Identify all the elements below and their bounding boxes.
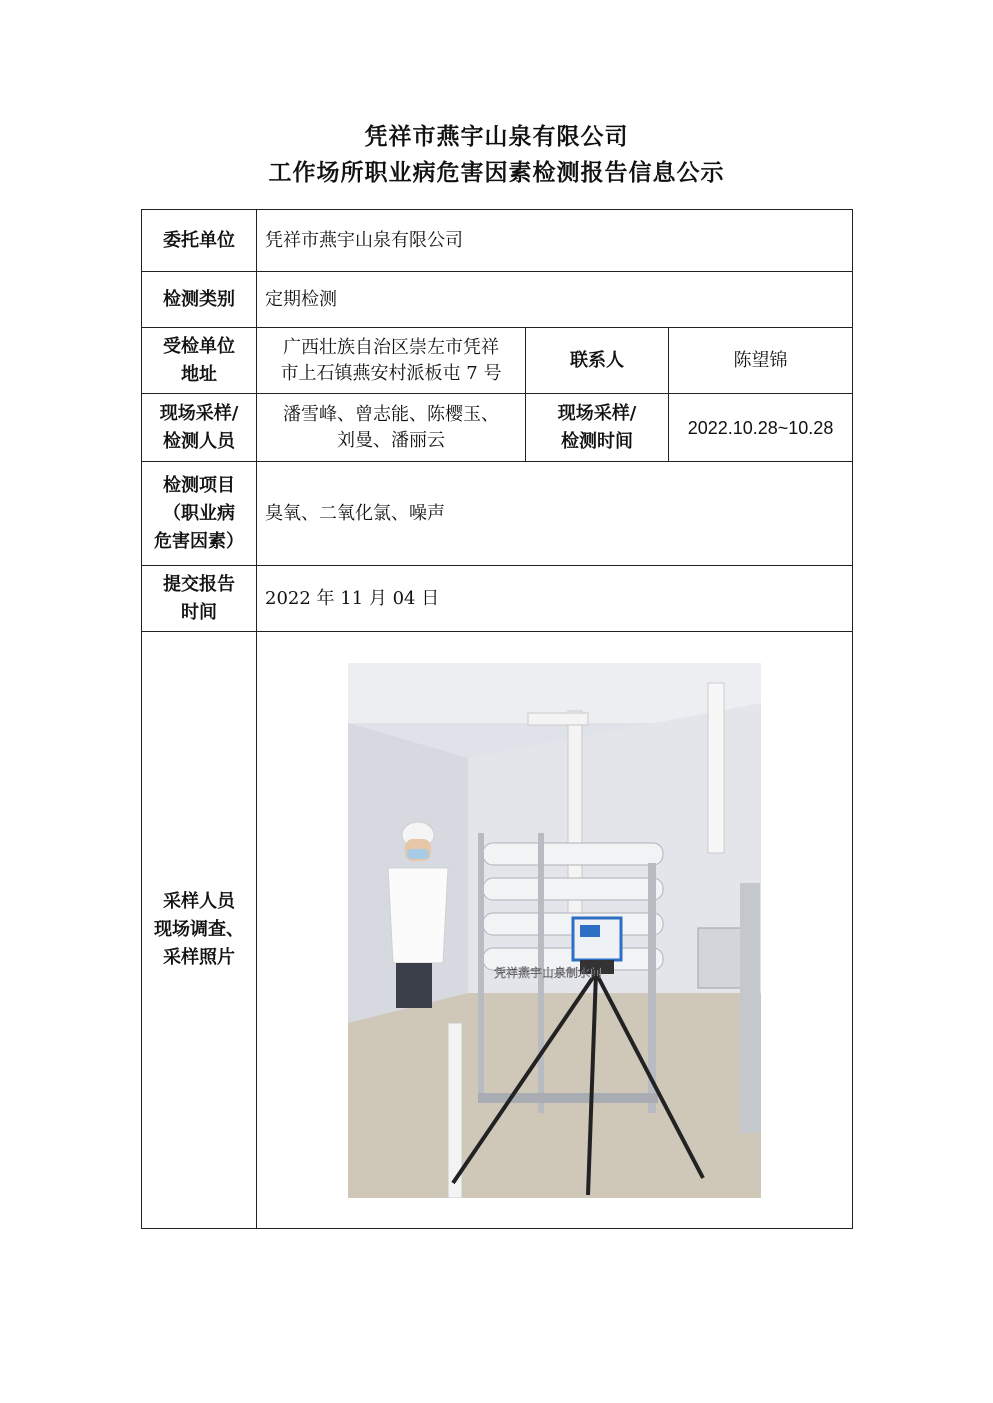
contact-label: 联系人 — [526, 328, 669, 394]
submit-value: 2022 年 11 月 04 日 — [257, 566, 853, 632]
address-label-line2: 地址 — [181, 363, 217, 385]
submit-label-line2: 时间 — [181, 601, 217, 623]
category-label: 检测类别 — [142, 272, 257, 328]
control-box — [698, 928, 743, 988]
time-label — [526, 394, 669, 462]
address-label-line1: 受检单位 — [163, 335, 235, 357]
frame-base — [478, 1093, 658, 1103]
right-pipe — [708, 683, 724, 853]
site-photo — [348, 663, 761, 1198]
row-staff — [142, 394, 853, 462]
address-value — [257, 328, 526, 394]
photo-label-line3: 采样照片 — [163, 947, 235, 968]
row-client — [142, 210, 853, 272]
info-table — [141, 209, 853, 1229]
site-photo-illustration — [348, 663, 761, 1198]
category-value: 定期检测 — [257, 272, 853, 328]
staff-value — [257, 394, 526, 462]
row-items — [142, 462, 853, 566]
row-category — [142, 272, 853, 328]
address-value-line1: 广西壮族自治区崇左市凭祥 — [283, 336, 499, 358]
photo-caption: 凭祥燕宇山泉制水间 — [494, 965, 603, 980]
report-title: 工作场所职业病危害因素检测报告信息公示 — [268, 159, 725, 186]
time-value: 2022.10.28~10.28 — [669, 394, 853, 462]
white-coat — [388, 868, 448, 963]
items-label-line1: 检测项目 — [163, 474, 235, 496]
trousers — [396, 963, 432, 1008]
row-address — [142, 328, 853, 394]
instrument-display — [580, 925, 600, 937]
staff-label-line1: 现场采样/ — [159, 402, 239, 424]
photo-label-line2: 现场调查、 — [154, 919, 244, 940]
client-value: 凭祥市燕宇山泉有限公司 — [257, 210, 853, 272]
items-value: 臭氧、二氧化氯、噪声 — [257, 462, 853, 566]
staff-label-line2: 检测人员 — [163, 430, 235, 452]
staff-label — [142, 394, 257, 462]
photo-cell — [257, 632, 853, 1229]
ceiling-pipe — [528, 713, 588, 725]
submit-label — [142, 566, 257, 632]
submit-label-line1: 提交报告 — [163, 573, 235, 595]
time-label-line2: 检测时间 — [561, 430, 633, 452]
items-label-line3: 危害因素） — [154, 530, 244, 552]
staff-value-line1: 潘雪峰、曾志能、陈樱玉、 — [283, 403, 499, 425]
client-label: 委托单位 — [142, 210, 257, 272]
company-title: 凭祥市燕宇山泉有限公司 — [364, 123, 629, 150]
photo-label — [142, 632, 257, 1229]
steel-tank — [740, 883, 760, 1133]
row-photo — [142, 632, 853, 1229]
staff-value-line2: 刘曼、潘丽云 — [337, 429, 445, 451]
items-label-line2: （职业病 — [163, 502, 235, 524]
items-label — [142, 462, 257, 566]
address-value-line2: 市上石镇燕安村派板屯 7 号 — [280, 362, 502, 384]
time-label-line1: 现场采样/ — [557, 402, 637, 424]
row-submit — [142, 566, 853, 632]
contact-value: 陈望锦 — [669, 328, 853, 394]
sampling-instrument — [573, 918, 621, 960]
photo-label-line1: 采样人员 — [163, 891, 235, 912]
mask — [407, 849, 429, 859]
address-label — [142, 328, 257, 394]
membrane-tube-2 — [483, 878, 663, 900]
frame-post-1 — [478, 833, 484, 1103]
membrane-tube-1 — [483, 843, 663, 865]
